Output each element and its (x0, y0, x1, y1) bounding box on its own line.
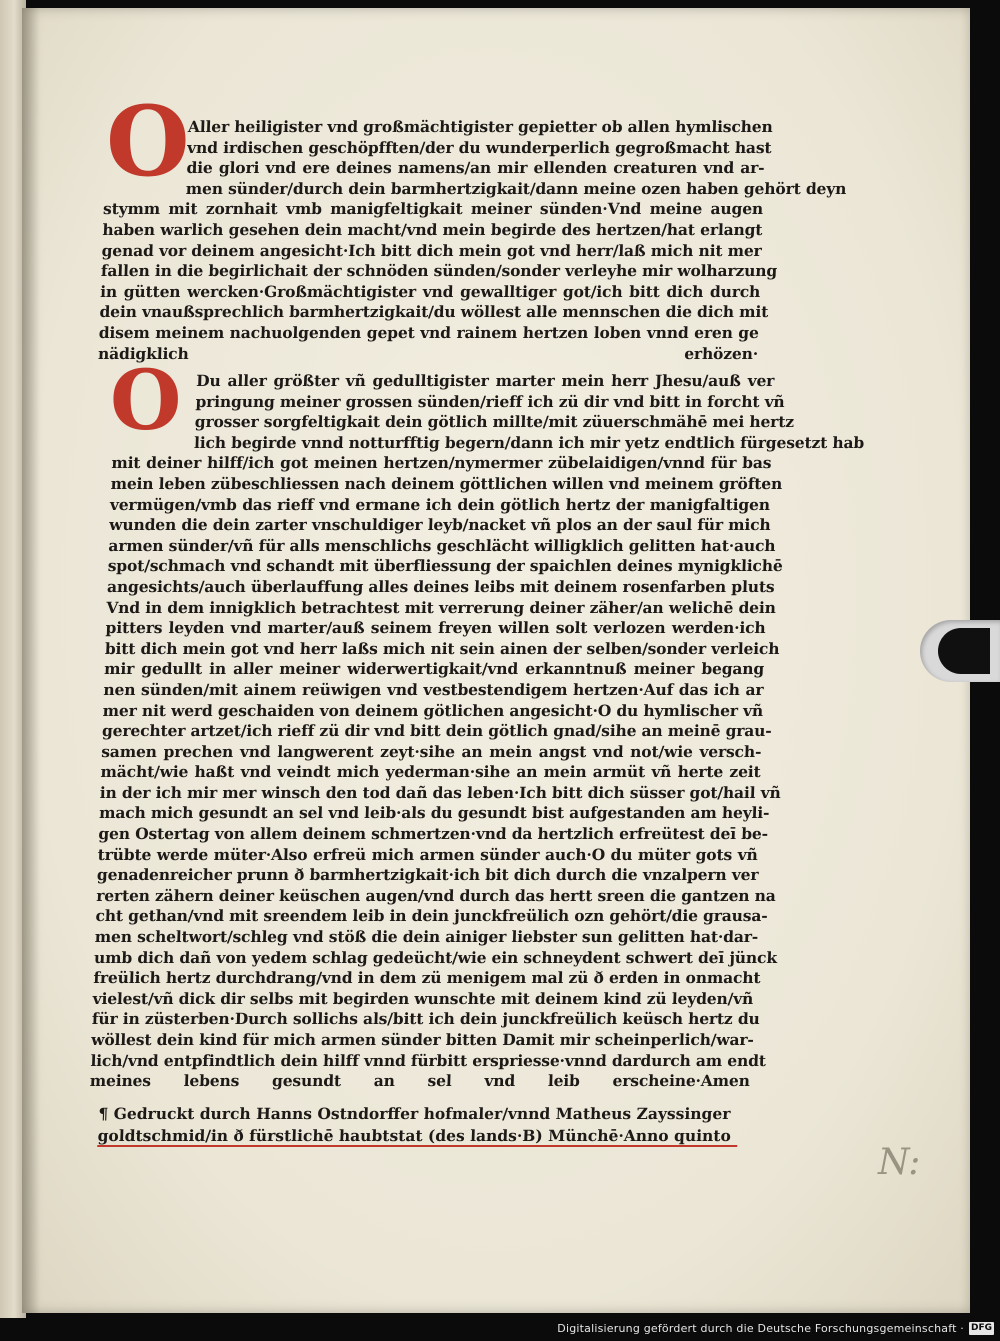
text-line: Vnd in dem innigklich betrachtest mit verrerung deiner zäher/an welichē dein (106, 597, 777, 617)
text-line: gen Ostertag von allem deinem schmertzen·vnd da hertzlich erfreütest deī be- (98, 824, 769, 844)
pencil-annotation: N: (878, 1142, 921, 1183)
text-line: cht gethan/vnd mit sreendem leib in dein junckfreülich ozn gehört/die grausa- (95, 906, 768, 926)
text-line: lich/vnd entpfindtlich dein hilff vnnd fürbitt erspriesse·vnnd dardurch am endt (90, 1050, 767, 1070)
text-line: mein leben zübeschliessen nach deinem göttlichen willen vnd meinem gröften (110, 473, 783, 493)
text-line: mach mich gesundt an sel vnd leib·als du gesundt bist aufgestanden am heyli- (98, 803, 770, 823)
funding-credit: Digitalisierung gefördert durch die Deutsche Forschungsgemeinschaft · (557, 1322, 964, 1335)
colophon-line: ¶ Gedruckt durch Hanns Ostndorffer hofmaler/vnnd Matheus Zayssinger (98, 1104, 731, 1123)
dfg-logo: DFG (970, 1323, 992, 1333)
text-line: wöllest dein kind für mich armen sünder bitten Damit mir scheinperlich/war- (90, 1030, 755, 1049)
text-line: gerechter artzet/ich rieff zü dir vnd bitt dein götlich gnad/sihe an meinē grau- (101, 721, 772, 741)
text-line: dein vnaußsprechlich barmhertzigkait/du wöllest alle mennschen die dich mit (99, 302, 769, 322)
text-line: pringung meiner grossen sünden/rieff ich zü dir vnd bitt in forcht vñ (195, 391, 785, 411)
text-line: genadenreicher prunn ð barmhertzigkait·ich bit dich durch die vnzalpern ver (96, 865, 759, 885)
text-line: disem meinem nachuolgenden gepet vnd rainem hertzen loben vnnd eren ge (98, 322, 760, 342)
text-line: mächt/wie haßt vnd veindt mich yederman·sihe an mein armüt vñ herte zeit (100, 762, 761, 782)
text-line: bitt dich mein got vnd herr laßs mich nit sein ainen der selben/sonder verleich (104, 638, 780, 658)
colophon-line: goldtschmid/in ð fürstlichē haubtstat (des lands·B) Münchē·Anno quinto (97, 1126, 732, 1145)
text-line: genad vor deinem angesicht·Ich bitt dich mein got vnd herr/laß mich nit mer (101, 240, 763, 260)
text-line: umb dich dañ von yedem schlag gedeücht/wie ein schneydent schwert deī jünck (93, 947, 778, 967)
text-line: vnd irdischen geschöpfften/der du wunderperlich gegroßmacht hast (186, 137, 772, 157)
text-line: armen sünder/vñ für alls menschlichs geschlächt willigklich gelitten hat·auch (108, 535, 776, 555)
text-line: angesichts/auch überlauffung alles deines leibs mit deinem rosenfarben pluts (106, 576, 775, 596)
page-clip-opening (938, 628, 990, 674)
text-line: nen sünden/mit ainem reüwigen vnd vestbestendigem hertzen·Auf das ich ar (103, 679, 764, 699)
red-initial-1: O (106, 85, 190, 198)
text-line: Du aller größter vñ gedulltigister marter mein herr Jhesu/auß ver (195, 371, 775, 390)
text-line: mit deiner hilff/ich got meinen hertzen/nymermer zübelaidigen/vnnd für bas (111, 453, 772, 473)
text-line: stymm mit zornhait vmb manigfeltigkait meiner sünden·Vnd meine augen (102, 199, 764, 219)
text-line: lich begirde vnnd notturfftig begern/dann ich mir yetz endtlich fürgesetzt hab (193, 432, 865, 452)
text-line: men sünder/durch dein barmhertzigkait/dann meine ozen haben gehört deyn (185, 178, 847, 198)
text-line: men scheltwort/schleg vnd stöß die dein ainiger liebster sun gelitten hat·dar- (94, 927, 759, 947)
text-line: freülich hertz durchdrang/vnd in dem zü menigem mal zü ð erden in onmacht (93, 968, 761, 988)
text-line: pitters leyden vnd marter/auß seinem freyen willen solt verlozen werden·ich (105, 618, 766, 638)
text-line: in gütten wercken·Großmächtigister vnd gewalltiger got/ich bitt dich durch (99, 281, 761, 301)
text-line: in der ich mir mer winsch den tod dañ das leben·Ich bitt dich süsser got/hail vñ (99, 782, 782, 802)
text-line: haben warlich gesehen dein macht/vnd mein begirde des hertzen/hat erlangt (102, 219, 763, 239)
text-line: fallen in die begirlichait der schnöden sünden/sonder verleyhe mir wolharzung (100, 261, 778, 281)
text-line: trübte werde müter·Also erfreü mich armen sünder auch·O du müter gots vñ (97, 844, 759, 864)
text-line: für in züsterben·Durch sollichs als/bitt ich dein junckfreülich keüsch hertz du (91, 1009, 761, 1029)
text-line: nädigklich erhözen· (97, 343, 759, 363)
prayer-paragraph-2 (89, 371, 865, 1092)
colophon (97, 1103, 767, 1147)
text-line: die glori vnd ere deines namens/an mir ellenden creaturen vnd ar- (186, 158, 765, 178)
prayer-paragraph-1 (97, 117, 847, 364)
text-line: samen prechen vnd langwerent zeyt·sihe an mein angst vnd not/wie versch- (100, 741, 762, 761)
text-line: meines lebens gesundt an sel vnd leib erscheine·Amen (89, 1071, 751, 1091)
text-line: spot/schmach vnd schandt mit überfliessung der spaichlen deines mynigklichē (107, 556, 783, 576)
text-line: rerten zähern deiner keüschen augen/vnd durch das hertt sreen die gantzen na (95, 885, 777, 905)
text-line: grosser sorgfeltigkait dein götlich millte/mit züuerschmähē mei hertz (194, 412, 795, 432)
text-line: wunden die dein zarter vnschuldiger leyb/nacket vñ plos an der saul für mich (108, 515, 771, 535)
text-line: mer nit werd geschaiden von deinem götlichen angesicht·O du hymlischer vñ (102, 700, 764, 720)
text-line: vielest/vñ dick dir selbs mit begirden wunschte mit deinem kind zü leyden/vñ (92, 988, 754, 1008)
text-line: vermügen/vmb das rieff vnd ermane ich dein götlich hertz der manigfaltigen (109, 494, 771, 514)
text-line: mir gedullt in aller meiner widerwertigkait/vnd erkanntnuß meiner begang (103, 659, 765, 679)
red-initial-2: O (110, 353, 182, 449)
gutter-shadow (22, 8, 40, 1313)
text-line: Aller heiligister vnd großmächtigister gepietter ob allen hymlischen (187, 117, 774, 136)
